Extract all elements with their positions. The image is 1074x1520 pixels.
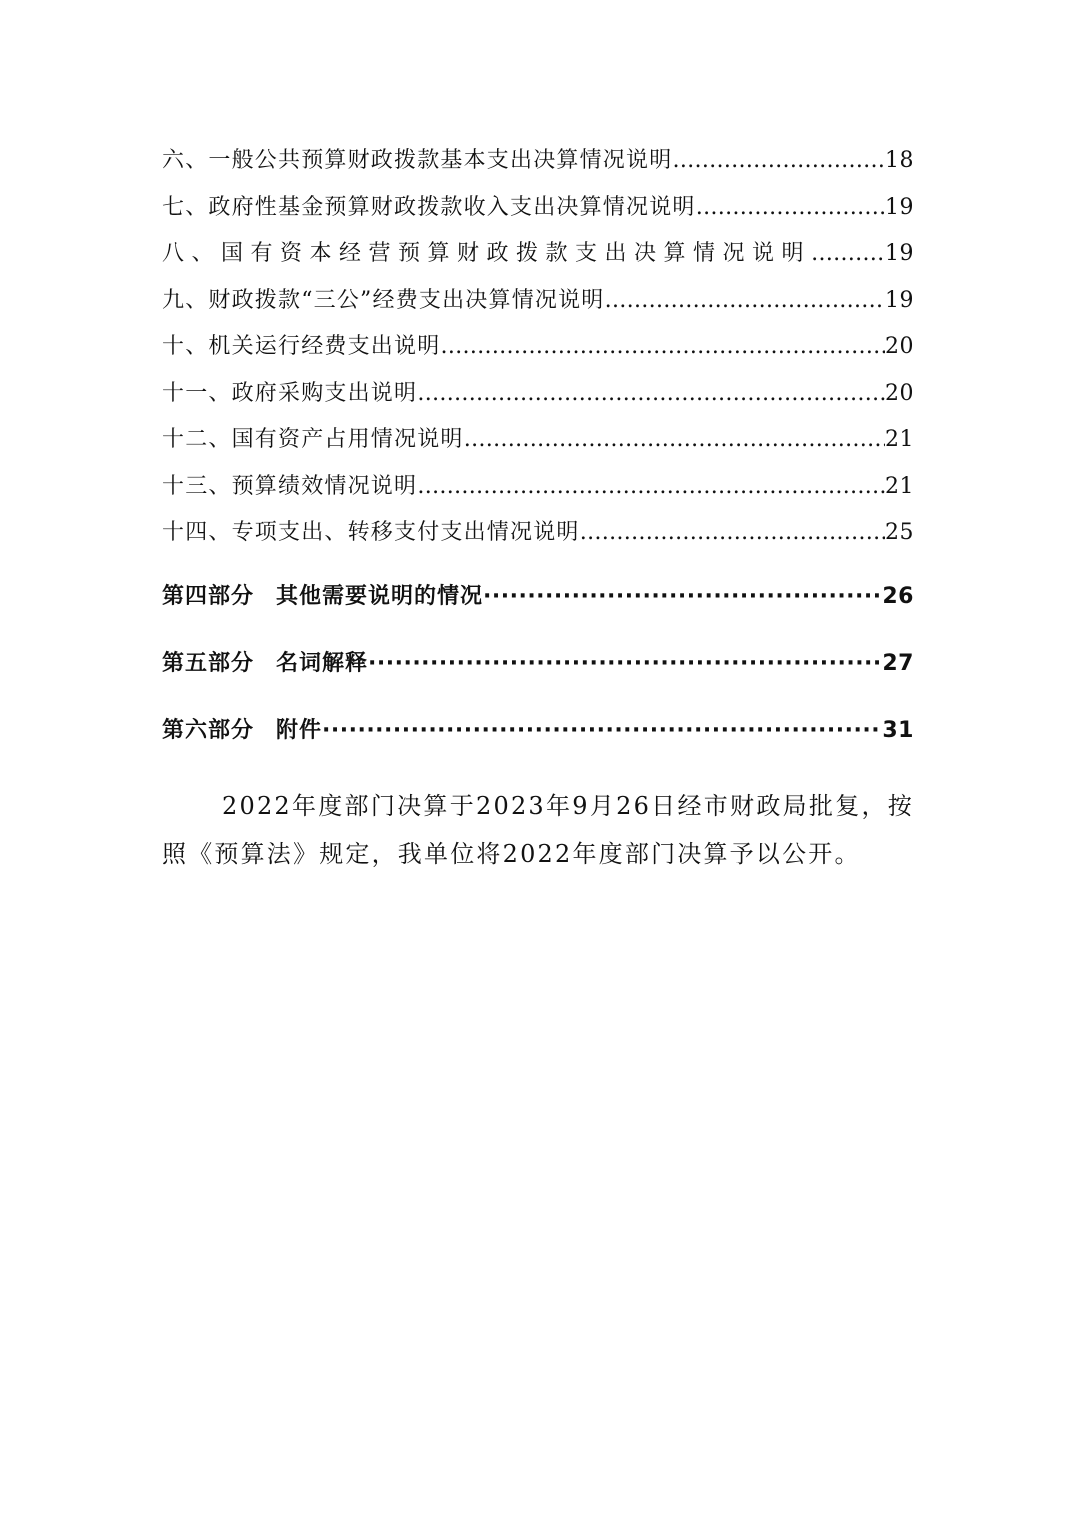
toc-page-number: 20 <box>885 380 914 406</box>
toc-item-7[interactable] <box>162 185 914 232</box>
toc-leader-dots <box>368 630 882 697</box>
toc-item-12[interactable] <box>162 417 914 464</box>
toc-item-8[interactable] <box>162 231 914 278</box>
toc-item-13[interactable] <box>162 464 914 511</box>
toc-leader-dots <box>417 464 885 511</box>
toc-page-number: 19 <box>885 194 914 220</box>
toc-item-6[interactable] <box>162 138 914 185</box>
body-paragraph: 2022年度部门决算于2023年9月26日经市财政局批复，按照《预算法》规定，我单位将2022年度部门决算予以公开。 <box>162 792 914 868</box>
toc-leader-dots <box>322 697 882 764</box>
toc-leader-dots <box>605 278 886 325</box>
toc-part-6[interactable] <box>162 697 914 764</box>
toc-page-number: 31 <box>882 717 914 743</box>
toc-leader-dots <box>440 324 885 371</box>
toc-item-10[interactable] <box>162 324 914 371</box>
toc-leader-dots <box>417 371 885 418</box>
toc-item-label: 六、一般公共预算财政拨款基本支出决算情况说明 <box>162 148 673 173</box>
toc-leader-dots <box>464 417 885 464</box>
toc-item-label: 十二、国有资产占用情况说明 <box>162 427 464 452</box>
table-of-contents <box>162 138 914 764</box>
toc-leader-dots <box>672 138 885 185</box>
toc-leader-dots <box>696 185 885 232</box>
toc-part-title: 其他需要说明的情况 <box>276 583 484 609</box>
toc-part-label <box>162 697 322 764</box>
toc-page-number: 27 <box>882 650 914 676</box>
toc-part-number: 第六部分 <box>162 717 255 743</box>
toc-leader-dots <box>483 563 882 630</box>
toc-item-label: 十三、预算绩效情况说明 <box>162 473 418 499</box>
toc-part-title: 附件 <box>276 717 323 743</box>
toc-part-4[interactable] <box>162 563 914 630</box>
toc-item-9[interactable] <box>162 278 914 325</box>
toc-part-number: 第四部分 <box>162 583 255 609</box>
toc-page-number: 18 <box>885 148 914 173</box>
toc-part-title: 名词解释 <box>276 650 369 676</box>
toc-part-number: 第五部分 <box>162 650 255 676</box>
toc-page-number: 21 <box>885 473 914 499</box>
toc-item-14[interactable] <box>162 510 914 557</box>
toc-page-number: 26 <box>882 583 914 609</box>
toc-leader-dots <box>580 510 885 557</box>
toc-part-5[interactable] <box>162 630 914 697</box>
toc-page-number: 21 <box>885 427 914 452</box>
toc-item-label: 九、财政拨款“三公”经费支出决算情况说明 <box>162 287 605 313</box>
toc-part-label <box>162 563 483 630</box>
toc-item-label: 七、政府性基金预算财政拨款收入支出决算情况说明 <box>162 194 696 220</box>
toc-part-label <box>162 630 368 697</box>
toc-item-label: 十一、政府采购支出说明 <box>162 380 418 406</box>
toc-item-11[interactable] <box>162 371 914 418</box>
toc-leader-dots <box>811 231 885 278</box>
toc-item-label: 十、机关运行经费支出说明 <box>162 334 441 359</box>
toc-page-number: 19 <box>885 287 914 313</box>
toc-item-label: 八、国有资本经营预算财政拨款支出决算情况说明 <box>162 241 812 266</box>
toc-item-label: 十四、专项支出、转移支付支出情况说明 <box>162 520 580 545</box>
toc-page-number: 19 <box>885 241 914 266</box>
toc-page-number: 20 <box>885 334 914 359</box>
toc-page-number: 25 <box>885 520 914 545</box>
